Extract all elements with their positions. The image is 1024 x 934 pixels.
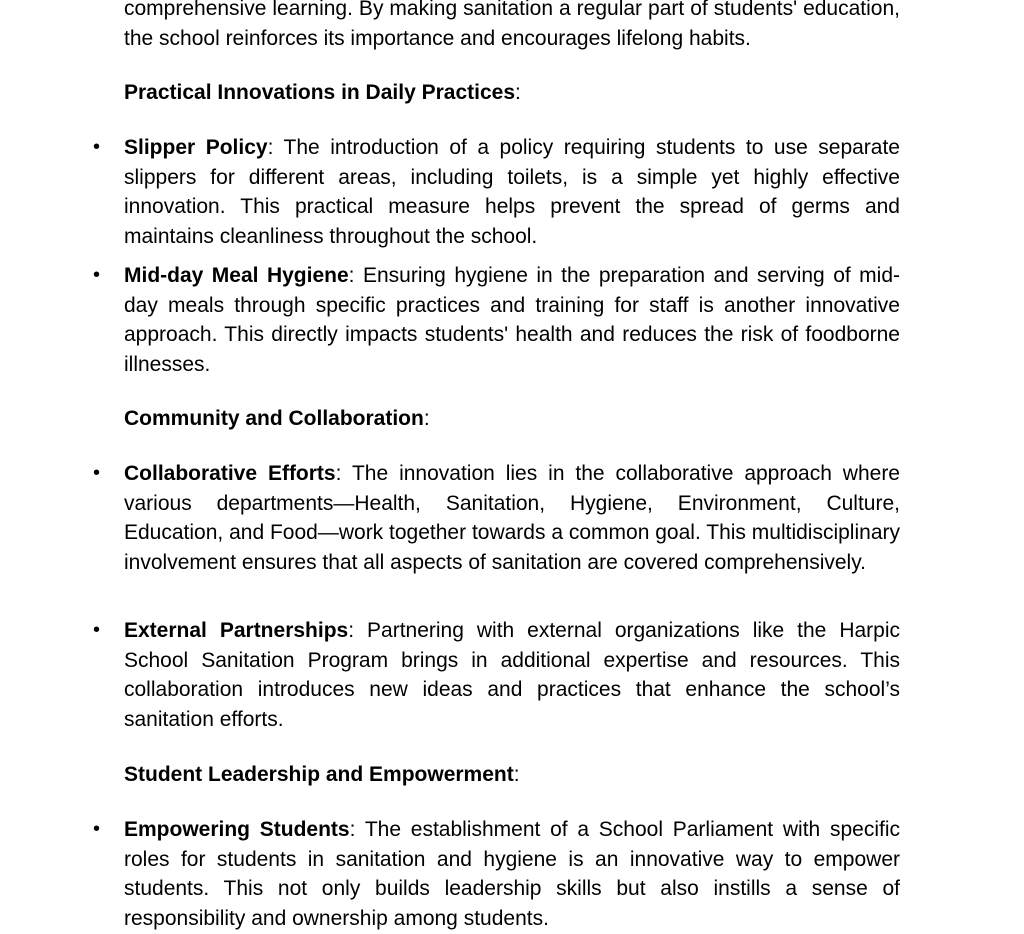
term-colon: : <box>335 462 352 485</box>
term-colon: : <box>349 818 365 841</box>
section-heading-community-collaboration <box>124 404 900 434</box>
heading-colon: : <box>513 763 520 786</box>
bullet-icon: • <box>93 818 101 840</box>
heading-colon: : <box>515 81 521 104</box>
list-item-term: Collaborative Efforts <box>124 462 336 485</box>
list-item-text: The innovation lies in the collaborative approach where various departments—Health, Sanitation, Hygiene, Environment, Culture, Education, and Food—work together towards a common goal. This multidisciplinary involvement ensures that all aspects of sanitation are covered comprehensively. <box>124 462 900 574</box>
term-colon: : <box>348 264 363 287</box>
list-item-text: The establishment of a School Parliament with specific roles for students in sanitation and hygiene is an innovative way to empower students. This not only builds leadership skills but also instills a sense of responsibility and ownership among students. <box>124 818 900 930</box>
section-heading-text: Student Leadership and Empowerment <box>124 763 514 786</box>
list-item-empowering-students <box>93 815 900 933</box>
list-item-external-partnerships <box>93 616 901 734</box>
list-item-text: The introduction of a policy requiring students to use separate slippers for different areas, including toilets, is a simple yet highly effective innovation. This practical measure helps prevent the spread of germs and maintains cleanliness throughout the school. <box>124 136 900 248</box>
bullet-icon: • <box>93 619 101 641</box>
list-item-mid-day-meal-hygiene <box>93 261 901 379</box>
bullet-icon: • <box>93 264 101 286</box>
bullet-icon: • <box>93 136 101 158</box>
section-heading-student-leadership <box>124 760 900 790</box>
list-item-collaborative-efforts <box>93 459 900 577</box>
list-item-term: External Partnerships <box>124 619 349 642</box>
term-colon: : <box>267 136 284 159</box>
section-heading-text: Community and Collaboration <box>124 407 424 430</box>
list-item-text: Partnering with external organizations like the Harpic School Sanitation Program brings in additional expertise and resources. This collaboration introduces new ideas and practices that enhance the school’s sanitation efforts. <box>124 619 901 731</box>
intro-paragraph: comprehensive learning. By making sanitation a regular part of students' education, the school reinforces its importance and encourages lifelong habits. <box>124 0 900 50</box>
bullet-icon: • <box>93 462 101 484</box>
list-item-term: Empowering Students <box>124 818 350 841</box>
section-heading-practical-innovations <box>124 78 900 108</box>
section-heading-text: Practical Innovations in Daily Practices <box>124 81 515 104</box>
heading-colon: : <box>423 407 430 430</box>
list-item-term: Slipper Policy <box>124 136 268 159</box>
list-item-text: Ensuring hygiene in the preparation and serving of mid-day meals through specific practices and training for staff is another innovative approach. This directly impacts students' health and reduces the risk of foodborne illnesses. <box>124 264 901 376</box>
list-item-slipper-policy <box>93 133 900 251</box>
list-item-term: Mid-day Meal Hygiene <box>124 264 349 287</box>
term-colon: : <box>348 619 368 642</box>
